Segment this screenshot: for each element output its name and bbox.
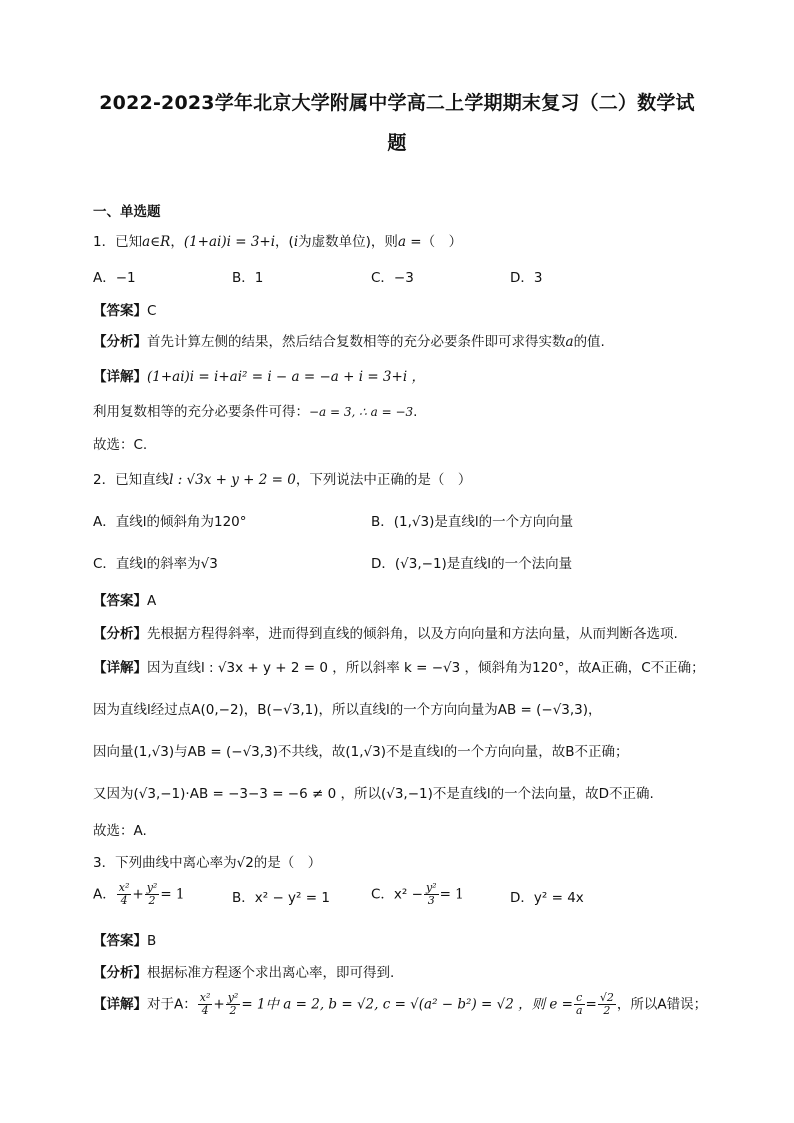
q3-analysis: 【分析】根据标准方程逐个求出离心率，即可得到. [93, 965, 395, 981]
q2-option-a: A．直线l的倾斜角为120° [93, 514, 247, 530]
q1-stem: 1．已知a∈R，(1+ai)i = 3+i，(i为虚数单位)，则a =（ ） [93, 234, 463, 250]
q3-stem: 3．下列曲线中离心率为√2的是（ ） [93, 855, 322, 871]
q1-detail-2: 利用复数相等的充分必要条件可得：−a = 3, ∴ a = −3. [93, 404, 418, 420]
q2-detail-4: 又因为(√3,−1)·AB = −3−3 = −6 ≠ 0 ，所以(√3,−1)不是直线l的一个法向量，故D不正确. [93, 786, 654, 802]
q2-answer: 【答案】A [93, 593, 157, 609]
document-title-line2: 题 [387, 132, 407, 154]
q3-answer: 【答案】B [93, 933, 157, 949]
q1-answer: 【答案】C [93, 303, 157, 319]
q2-conclusion: 故选：A. [93, 823, 147, 839]
section-heading: 一、单选题 [93, 204, 161, 220]
q1-option-c: C．−3 [371, 270, 414, 286]
q1-detail: 【详解】(1+ai)i = i+ai² = i − a = −a + i = 3+i ， [93, 369, 425, 385]
q1-option-a: A．−1 [93, 270, 136, 286]
q1-conclusion: 故选：C. [93, 437, 148, 453]
q3-detail: 【详解】对于A： $\frac{\text{x²}}{4}$ + $\frac{\text{y²}}{2}$ = 1中 a = 2, b = √2, c = √(a² − b²) = √2 ，则 e = $\frac{c}{a}$ = $\frac{√2}{2}$ ，所以A错误； [93, 991, 708, 1017]
q3-option-d: D．y² = 4x [510, 890, 584, 906]
q3-option-c: C．x² − $\frac{\text{y²}}{3}$ = 1 [371, 881, 464, 907]
q3-option-b: B．x² − y² = 1 [232, 890, 330, 906]
q2-detail-3: 因向量(1,√3)与AB = (−√3,3)不共线，故(1,√3)不是直线l的一个方向向量，故B不正确； [93, 744, 629, 760]
q1-option-d: D．3 [510, 270, 543, 286]
q2-option-b: B．(1,√3)是直线l的一个方向向量 [371, 514, 574, 530]
q1-option-b: B．1 [232, 270, 264, 286]
q2-stem: 2．已知直线l : √3x + y + 2 = 0，下列说法中正确的是（ ） [93, 472, 472, 488]
q1-analysis: 【分析】首先计算左侧的结果，然后结合复数相等的充分必要条件即可求得实数a的值. [93, 334, 605, 350]
q2-analysis: 【分析】先根据方程得斜率，进而得到直线的倾斜角，以及方向向量和方法向量，从而判断各选项. [93, 626, 678, 642]
q2-detail-2: 因为直线l经过点A(0,−2)，B(−√3,1)，所以直线l的一个方向向量为AB = (−√3,3)， [93, 702, 602, 718]
q2-option-c: C．直线l的斜率为√3 [93, 556, 218, 572]
q3-option-a: A． $\frac{\text{x²}}{4}$ + $\frac{\text{y²}}{2}$ = 1 [93, 881, 185, 907]
q2-option-d: D．(√3,−1)是直线l的一个法向量 [371, 556, 573, 572]
q2-detail-1: 【详解】因为直线l : √3x + y + 2 = 0 ，所以斜率 k = −√3 ，倾斜角为120°，故A正确，C不正确； [93, 660, 705, 676]
document-title-line1: 2022-2023学年北京大学附属中学高二上学期期末复习（二）数学试 [99, 92, 695, 114]
